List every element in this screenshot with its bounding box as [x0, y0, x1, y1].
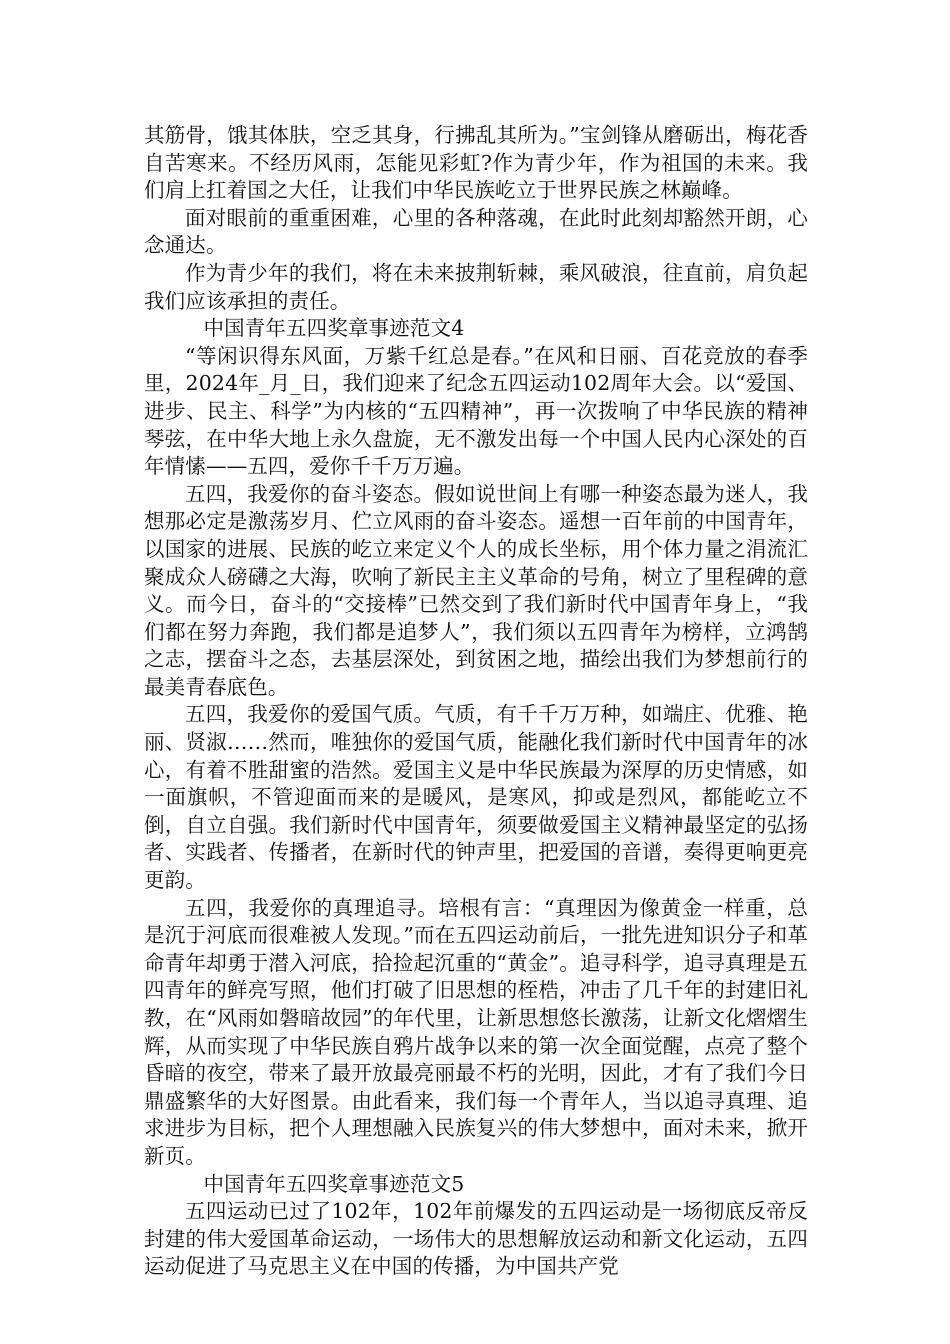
- document-page: [144, 122, 808, 1281]
- paragraph: 其筋骨，饿其体肤，空乏其身，行拂乱其所为。”宝剑锋从磨砺出，梅花香自苦寒来。不经历风雨，怎能见彩虹?作为青少年，作为祖国的未来。我们肩上扛着国之大任，让我们中华民族屹立于世界民族之林巅峰。: [144, 123, 808, 203]
- paragraph: 五四，我爱你的爱国气质。气质，有千千万万种，如端庄、优雅、艳丽、贤淑……然而，唯独你的爱国气质，能融化我们新时代中国青年的冰心，有着不胜甜蜜的浩然。爱国主义是中华民族最为深厚的历史情感，如一面旗帜，不管迎面而来的是暖风，是寒风，抑或是烈风，都能屹立不倒，自立自强。我们新时代中国青年，须要做爱国主义精神最坚定的弘扬者、实践者、传播者，在新时代的钟声里，把爱国的音谱，奏得更响更亮更韵。: [144, 702, 808, 893]
- paragraph: 五四，我爱你的奋斗姿态。假如说世间上有哪一种姿态最为迷人，我想那必定是激荡岁月、伫立风雨的奋斗姿态。遥想一百年前的中国青年，以国家的进展、民族的屹立来定义个人的成长坐标，用个体力量之涓流汇聚成众人磅礴之大海，吹响了新民主主义革命的号角，树立了里程碑的意义。而今日，奋斗的“交接棒”已然交到了我们新时代中国青年身上，“我们都在努力奔跑，我们都是追梦人”，我们须以五四青年为榜样，立鸿鹄之志，摆奋斗之态，去基层深处，到贫困之地，描绘出我们为梦想前行的最美青春底色。: [144, 481, 808, 699]
- paragraph: 五四，我爱你的真理追寻。培根有言：“真理因为像黄金一样重，总是沉于河底而很难被人发现。”而在五四运动前后，一批先进知识分子和革命青年却勇于潜入河底，拾捡起沉重的“黄金”。追寻科学，追寻真理是五四青年的鲜亮写照，他们打破了旧思想的桎梏，冲击了几千年的封建旧礼教，在“风雨如磐暗故园”的年代里，让新思想悠长激荡，让新文化熠熠生辉，从而实现了中华民族自鸦片战争以来的第一次全面觉醒，点亮了整个昏暗的夜空，带来了最开放最亮丽最不朽的光明，因此，才有了我们今日鼎盛繁华的大好图景。由此看来，我们每一个青年人，当以追寻真理、追求进步为目标，把个人理想融入民族复兴的伟大梦想中，面对未来，掀开新页。: [144, 895, 808, 1168]
- section-heading: 中国青年五四奖章事迹范文5: [203, 1171, 465, 1196]
- paragraph: 五四运动已过了102年，102年前爆发的五四运动是一场彻底反帝反封建的伟大爱国革命运动，一场伟大的思想解放运动和新文化运动，五四运动促进了马克思主义在中国的传播，为中国共产党: [144, 1199, 808, 1279]
- paragraph: 面对眼前的重重困难，心里的各种落魂，在此时此刻却豁然开朗，心念通达。: [144, 205, 808, 258]
- paragraph: 作为青少年的我们，将在未来披荆斩棘，乘风破浪，往直前，肩负起我们应该承担的责任。: [144, 260, 808, 313]
- paragraph: “等闲识得东风面，万紫千红总是春。”在风和日丽、百花竞放的春季里，2024年_月_日，我们迎来了纪念五四运动102周年大会。以“爱国、进步、民主、科学”为内核的“五四精神”，再一次拨响了中华民族的精神琴弦，在中华大地上永久盘旋，无不激发出每一个中国人民内心深处的百年情愫——五四，爱你千千万万遍。: [144, 343, 808, 479]
- section-heading: 中国青年五四奖章事迹范文4: [203, 316, 465, 341]
